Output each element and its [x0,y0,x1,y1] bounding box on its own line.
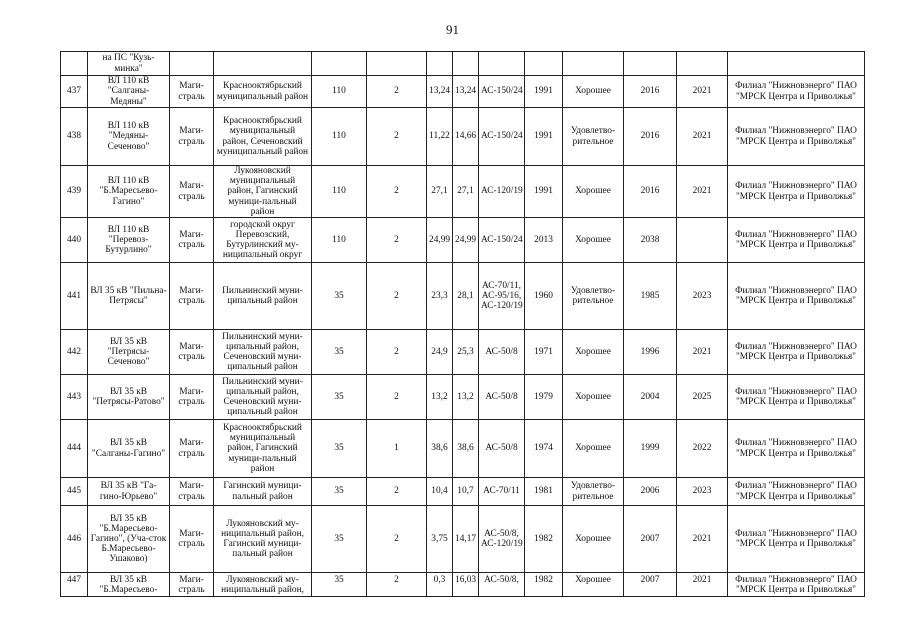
line-wire: АС-70/11 [479,478,525,506]
row-number: 440 [61,218,88,263]
line-circuits: 2 [367,108,427,166]
line-state: Удовлетво-рительное [563,263,624,330]
line-wire: АС-120/19 [479,166,525,218]
line-length-circuit: 25,3 [453,330,479,375]
line-district: Краснооктябрьский муниципальный район, Сеченовский муниципальный район [214,108,312,166]
line-year-1: 2007 [624,506,677,573]
line-voltage: 35 [312,506,367,573]
line-circuits: 2 [367,166,427,218]
line-type: Маги-страль [170,330,214,375]
line-state: Хорошее [563,76,624,108]
line-year-2 [677,52,728,76]
line-year [525,52,563,76]
line-voltage: 110 [312,108,367,166]
line-length-circuit: 16,03 [453,573,479,597]
row-number: 437 [61,76,88,108]
line-district: Краснооктябрьский муниципальный район, Гагинский муници-пальный район [214,420,312,478]
line-owner: Филиал "Нижновэнерго" ПАО "МРСК Центра и Приволжья" [728,263,865,330]
line-year-2: 2025 [677,375,728,420]
line-voltage: 35 [312,263,367,330]
line-length-route: 23,3 [427,263,453,330]
line-district: Лукояновский му-ниципальный район, Гагинский муници-пальный район [214,506,312,573]
table-row [61,76,865,108]
line-district: Гагинский муници-пальный район [214,478,312,506]
line-year: 1982 [525,573,563,597]
line-year-1: 2038 [624,218,677,263]
table-row [61,330,865,375]
line-voltage: 110 [312,166,367,218]
line-year: 1960 [525,263,563,330]
line-voltage: 110 [312,218,367,263]
line-voltage: 35 [312,573,367,597]
line-voltage: 35 [312,478,367,506]
line-district: Пильнинский муни-ципальный район [214,263,312,330]
table-row [61,52,865,76]
table-row [61,420,865,478]
line-district: Лукояновский му-ниципальный район, [214,573,312,597]
line-name: ВЛ 110 кВ "Перевоз-Бутурлино" [88,218,170,263]
table-row [61,375,865,420]
line-owner: Филиал "Нижновэнерго" ПАО "МРСК Центра и Приволжья" [728,166,865,218]
line-owner: Филиал "Нижновэнерго" ПАО "МРСК Центра и Приволжья" [728,330,865,375]
line-name: ВЛ 110 кВ "Салганы-Медяны" [88,76,170,108]
line-year: 1974 [525,420,563,478]
line-owner: Филиал "Нижновэнерго" ПАО "МРСК Центра и Приволжья" [728,76,865,108]
line-name: ВЛ 35 кВ "Пильна-Петрясы" [88,263,170,330]
line-owner: Филиал "Нижновэнерго" ПАО "МРСК Центра и Приволжья" [728,573,865,597]
line-year: 1971 [525,330,563,375]
line-district: Краснооктябрьский муниципальный район [214,76,312,108]
line-year-2: 2021 [677,506,728,573]
line-length-route [427,52,453,76]
line-length-route: 24,9 [427,330,453,375]
line-district [214,52,312,76]
line-owner: Филиал "Нижновэнерго" ПАО "МРСК Центра и Приволжья" [728,218,865,263]
page-number: 91 [446,22,459,37]
line-circuits: 2 [367,218,427,263]
line-circuits: 2 [367,478,427,506]
line-year: 1982 [525,506,563,573]
line-length-circuit: 38,6 [453,420,479,478]
line-state: Хорошее [563,375,624,420]
line-year-2: 2021 [677,330,728,375]
row-number: 446 [61,506,88,573]
line-wire: АС-50/8, [479,573,525,597]
line-name: ВЛ 110 кВ "Медяны-Сеченово" [88,108,170,166]
line-year-2: 2021 [677,76,728,108]
line-type: Маги-страль [170,218,214,263]
line-year-2: 2021 [677,573,728,597]
line-length-route: 38,6 [427,420,453,478]
line-length-route: 27,1 [427,166,453,218]
table-row [61,263,865,330]
line-year: 1991 [525,166,563,218]
line-state: Хорошее [563,506,624,573]
line-owner: Филиал "Нижновэнерго" ПАО "МРСК Центра и Приволжья" [728,478,865,506]
line-type: Маги-страль [170,573,214,597]
line-length-circuit [453,52,479,76]
line-length-circuit: 28,1 [453,263,479,330]
line-type: Маги-страль [170,76,214,108]
line-year: 1981 [525,478,563,506]
line-year-2: 2021 [677,108,728,166]
line-circuits: 2 [367,506,427,573]
line-circuits: 1 [367,420,427,478]
power-lines-table [60,51,865,597]
line-year-1: 1999 [624,420,677,478]
line-length-route: 13,2 [427,375,453,420]
line-type: Маги-страль [170,478,214,506]
table-row [61,218,865,263]
line-wire: АС-150/24 [479,76,525,108]
table-row [61,166,865,218]
line-voltage: 35 [312,375,367,420]
line-owner: Филиал "Нижновэнерго" ПАО "МРСК Центра и Приволжья" [728,375,865,420]
line-year-2: 2023 [677,263,728,330]
line-circuits: 2 [367,76,427,108]
line-district: городской округ Перевозский, Бутурлинский му-ниципальный округ [214,218,312,263]
line-year-2: 2023 [677,478,728,506]
line-name: ВЛ 35 кВ "Га-гино-Юрьево" [88,478,170,506]
line-name: ВЛ 35 кВ "Петрясы-Ратово" [88,375,170,420]
table-row [61,506,865,573]
line-name: ВЛ 110 кВ "Б.Маресьево-Гагино" [88,166,170,218]
line-name: ВЛ 35 кВ "Б.Маресьево-Гагино", (Уча-сток Б.Маресьево-Ушаково) [88,506,170,573]
line-length-circuit: 14,66 [453,108,479,166]
line-state [563,52,624,76]
line-length-circuit: 10,7 [453,478,479,506]
line-state: Хорошее [563,218,624,263]
line-wire: АС-50/8 [479,420,525,478]
line-year-1: 2004 [624,375,677,420]
line-year-1: 2007 [624,573,677,597]
line-district: Пильнинский муни-ципальный район, Сеченовский муни-ципальный район [214,375,312,420]
row-number: 445 [61,478,88,506]
line-year-1: 2016 [624,108,677,166]
line-voltage: 35 [312,420,367,478]
line-circuits: 2 [367,573,427,597]
line-year-1: 1985 [624,263,677,330]
line-wire: АС-50/8 [479,375,525,420]
line-type [170,52,214,76]
line-length-circuit: 27,1 [453,166,479,218]
line-voltage: 35 [312,330,367,375]
line-length-route: 10,4 [427,478,453,506]
line-year: 1979 [525,375,563,420]
line-year: 1991 [525,76,563,108]
table-row [61,478,865,506]
row-number [61,52,88,76]
row-number: 441 [61,263,88,330]
line-circuits: 2 [367,330,427,375]
line-year-2: 2021 [677,166,728,218]
line-wire: АС-50/8, АС-120/19 [479,506,525,573]
line-year-1: 1996 [624,330,677,375]
line-wire [479,52,525,76]
line-wire: АС-150/24 [479,108,525,166]
line-wire: АС-70/11, АС-95/16, АС-120/19 [479,263,525,330]
line-name: на ПС "Кузь-минка" [88,52,170,76]
line-type: Маги-страль [170,263,214,330]
line-state: Удовлетво-рительное [563,478,624,506]
line-state: Хорошее [563,330,624,375]
line-year-1: 2016 [624,76,677,108]
line-year-1: 2006 [624,478,677,506]
line-length-circuit: 13,2 [453,375,479,420]
line-type: Маги-страль [170,420,214,478]
row-number: 442 [61,330,88,375]
line-length-route: 11,22 [427,108,453,166]
line-state: Хорошее [563,573,624,597]
line-name: ВЛ 35 кВ "Б.Маресьево- [88,573,170,597]
line-year-2 [677,218,728,263]
line-voltage: 110 [312,76,367,108]
line-state: Удовлетво-рительное [563,108,624,166]
line-length-route: 3,75 [427,506,453,573]
line-year-1 [624,52,677,76]
line-year-1: 2016 [624,166,677,218]
line-length-circuit: 13,24 [453,76,479,108]
line-type: Маги-страль [170,166,214,218]
line-district: Лукояновский муниципальный район, Гагинский муници-пальный район [214,166,312,218]
table-row [61,108,865,166]
row-number: 443 [61,375,88,420]
line-type: Маги-страль [170,375,214,420]
row-number: 438 [61,108,88,166]
line-type: Маги-страль [170,506,214,573]
line-circuits: 2 [367,263,427,330]
table-row [61,573,865,597]
line-owner: Филиал "Нижновэнерго" ПАО "МРСК Центра и Приволжья" [728,420,865,478]
row-number: 444 [61,420,88,478]
line-wire: АС-50/8 [479,330,525,375]
line-length-route: 13,24 [427,76,453,108]
line-district: Пильнинский муни-ципальный район, Сеченовский муни-ципальный район [214,330,312,375]
line-length-circuit: 14,17 [453,506,479,573]
line-year: 2013 [525,218,563,263]
line-length-circuit: 24,99 [453,218,479,263]
line-year-2: 2022 [677,420,728,478]
line-length-route: 24,99 [427,218,453,263]
line-owner: Филиал "Нижновэнерго" ПАО "МРСК Центра и Приволжья" [728,108,865,166]
row-number: 439 [61,166,88,218]
line-owner [728,52,865,76]
line-owner: Филиал "Нижновэнерго" ПАО "МРСК Центра и Приволжья" [728,506,865,573]
line-state: Хорошее [563,166,624,218]
line-circuits [367,52,427,76]
line-year: 1991 [525,108,563,166]
row-number: 447 [61,573,88,597]
line-wire: АС-150/24 [479,218,525,263]
line-state: Хорошее [563,420,624,478]
line-length-route: 0,3 [427,573,453,597]
line-type: Маги-страль [170,108,214,166]
line-voltage [312,52,367,76]
line-name: ВЛ 35 кВ "Петрясы-Сеченово" [88,330,170,375]
line-name: ВЛ 35 кВ "Салганы-Гагино" [88,420,170,478]
line-circuits: 2 [367,375,427,420]
